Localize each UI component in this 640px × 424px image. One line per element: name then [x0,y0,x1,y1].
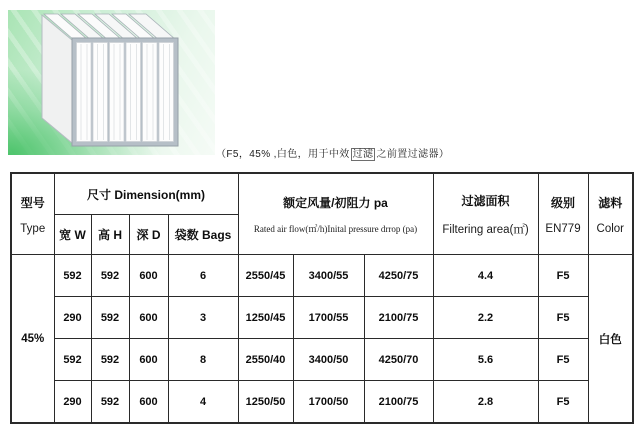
cell-width: 592 [54,255,91,297]
cell-bags: 8 [168,339,238,381]
cell-depth: 600 [129,381,168,424]
header-depth: 深 D [129,215,168,255]
cell-depth: 600 [129,255,168,297]
header-type [11,173,54,255]
header-media-en: Color [596,222,624,235]
cell-height: 592 [91,297,129,339]
header-airflow-cn: 额定风量/初阻力 pa [283,195,388,210]
cell-airflow-3: 4250/70 [364,339,433,381]
caption-boxed-term: 过滤 [352,149,374,160]
header-airflow [238,173,433,255]
cell-bags: 6 [168,255,238,297]
product-caption [216,148,449,162]
cell-depth: 600 [129,339,168,381]
cell-grade: F5 [538,255,588,297]
cell-area: 4.4 [433,255,538,297]
header-media [588,173,633,255]
header-area-en: Filtering area(㎡) [442,223,529,236]
cell-airflow-2: 3400/50 [293,339,364,381]
type-value: 45% [11,255,54,424]
header-dimension-label: 尺寸 Dimension(mm) [87,187,206,202]
cell-area: 2.2 [433,297,538,339]
bag-filter-illustration [8,10,215,155]
cell-airflow-2: 1700/55 [293,297,364,339]
cell-airflow-2: 3400/55 [293,255,364,297]
cell-height: 592 [91,255,129,297]
header-airflow-en: Rated air flow(㎥/h)Inital pressure drrop (pa) [253,223,418,234]
cell-height: 592 [91,339,129,381]
header-height: 高 H [91,215,129,255]
table-row [11,297,633,339]
cell-depth: 600 [129,297,168,339]
cell-airflow-1: 1250/45 [238,297,293,339]
cell-bags: 3 [168,297,238,339]
spec-table [10,172,634,424]
caption-prefix: （F5，45% ,白色，用于中效 [216,149,350,160]
cell-airflow-1: 1250/50 [238,381,293,424]
cell-airflow-3: 2100/75 [364,297,433,339]
cell-width: 592 [54,339,91,381]
cell-width: 290 [54,297,91,339]
header-area [433,173,538,255]
header-width: 宽 W [54,215,91,255]
cell-airflow-1: 2550/40 [238,339,293,381]
header-type-cn: 型号 [20,195,45,210]
header-area-cn: 过滤面积 [461,193,510,208]
header-dimension [54,173,238,215]
cell-grade: F5 [538,297,588,339]
header-grade [538,173,588,255]
cell-airflow-3: 2100/75 [364,381,433,424]
cell-airflow-2: 1700/50 [293,381,364,424]
cell-area: 5.6 [433,339,538,381]
header-bags: 袋数 Bags [168,215,238,255]
table-row [11,255,633,297]
cell-grade: F5 [538,339,588,381]
caption-suffix: 之前置过滤器） [376,149,450,160]
cell-airflow-3: 4250/75 [364,255,433,297]
cell-width: 290 [54,381,91,424]
cell-bags: 4 [168,381,238,424]
cell-airflow-1: 2550/45 [238,255,293,297]
cell-grade: F5 [538,381,588,424]
table-row [11,339,633,381]
header-grade-cn: 级别 [551,195,576,210]
color-value: 白色 [588,255,633,424]
header-media-cn: 滤料 [598,195,623,210]
header-grade-en: EN779 [545,222,581,235]
cell-area: 2.8 [433,381,538,424]
cell-height: 592 [91,381,129,424]
header-type-en: Type [20,222,46,235]
product-photo [8,10,215,155]
